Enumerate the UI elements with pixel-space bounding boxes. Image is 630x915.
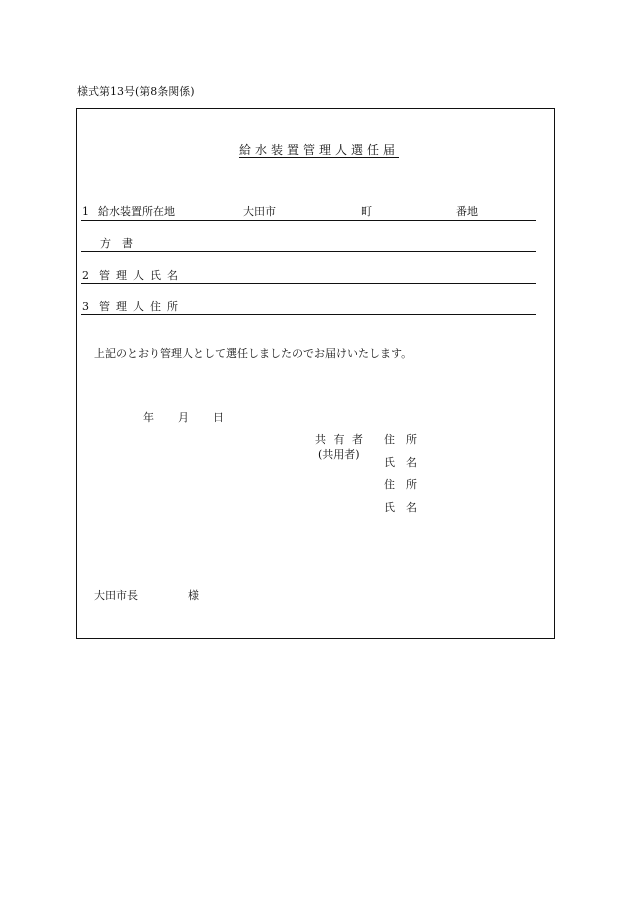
- location-label: 給水装置所在地: [98, 205, 175, 218]
- date-year: 年: [143, 411, 154, 424]
- date-month: 月: [178, 411, 189, 424]
- location-number: 1: [82, 205, 89, 218]
- manager-address-underline: [81, 314, 536, 315]
- addressee-name: 大田市長: [94, 589, 138, 602]
- co-owner-label: 共 有 者: [315, 433, 365, 446]
- co-user-label: (共用者): [318, 448, 360, 461]
- form-frame: [76, 108, 555, 639]
- location-town: 町: [361, 205, 372, 218]
- manager-name-number: 2: [82, 269, 89, 282]
- manager-address-label: 管理人住所: [99, 300, 184, 313]
- form-title-text: 給水装置管理人選任届: [238, 143, 399, 157]
- signatory-address-1-label: 住 所: [384, 433, 417, 446]
- addressee-honorific: 様: [188, 589, 199, 602]
- location-lot: 番地: [456, 205, 478, 218]
- alias-underline: [81, 251, 536, 252]
- signatory-address-2-label: 住 所: [384, 478, 417, 491]
- signatory-name-1-label: 氏 名: [384, 456, 417, 469]
- manager-name-label: 管理人氏名: [99, 269, 184, 282]
- signatory-name-2-label: 氏 名: [384, 501, 417, 514]
- location-city: 大田市: [243, 205, 276, 218]
- manager-name-underline: [81, 283, 536, 284]
- alias-label: 方 書: [100, 237, 133, 250]
- location-underline: [81, 220, 536, 221]
- statement: 上記のとおり管理人として選任しましたのでお届けいたします。: [94, 347, 413, 360]
- manager-address-number: 3: [82, 300, 89, 313]
- form-title: [0, 144, 630, 156]
- date-day: 日: [213, 411, 224, 424]
- form-number: 様式第13号(第8条関係): [77, 85, 195, 98]
